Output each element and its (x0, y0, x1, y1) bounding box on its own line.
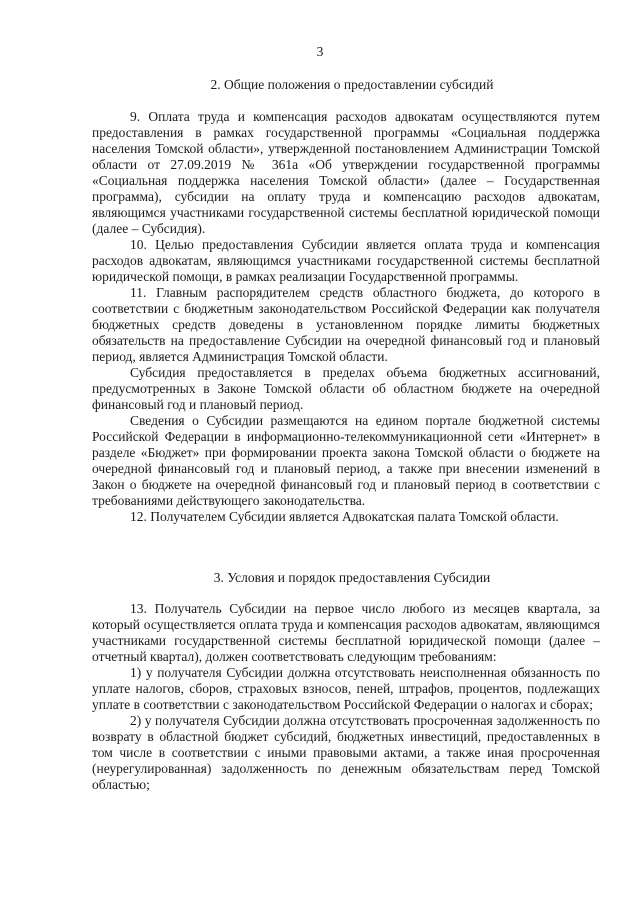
section-2-heading: 2. Общие положения о предоставлении субсидий (210, 77, 494, 92)
paragraph-portal-info: Сведения о Субсидии размещаются на едином портале бюджетной системы Российской Федерации в информационно-телекоммуникационной сети «Интернет» в разделе «Бюджет» при формировании проекта закона Томской области о бюджете на очередной финансовый год и плановый период, а также при внесении изменений в Закон о бюджете на очередной финансовый год и плановый период в соответствии с требованиями действующего законодательства. (92, 413, 600, 508)
section-2-body (92, 109, 600, 525)
requirement-2: 2) у получателя Субсидии должна отсутствовать просроченная задолженность по возврату в областной бюджет субсидий, бюджетных инвестиций, предоставленных в том числе в соответствии с иными правовыми актами, а также иная просроченная (неурегулированная) задолженность по денежным обязательствам перед Томской областью; (92, 713, 600, 792)
requirement-1: 1) у получателя Субсидии должна отсутствовать неисполненная обязанность по уплате налогов, сборов, страховых взносов, пеней, штрафов, процентов, подлежащих уплате в соответствии с законодательством Российской Федерации о налогах и сборах; (92, 665, 600, 712)
paragraph-10: 10. Целью предоставления Субсидии является оплата труда и компенсация расходов адвокатам, являющимся участниками государственной системы бесплатной юридической помощи, в рамках реализации Государственной программы. (92, 237, 600, 284)
paragraph-11: 11. Главным распорядителем средств областного бюджета, до которого в соответствии с бюджетным законодательством Российской Федерации как получателя бюджетных средств доведены в установленном порядке лимиты бюджетных обязательств на предоставление Субсидии на очередной финансовый год и плановый период, является Администрация Томской области. (92, 285, 600, 364)
paragraph-12: 12. Получателем Субсидии является Адвокатская палата Томской области. (130, 509, 559, 524)
section-3-heading: 3. Условия и порядок предоставления Субсидии (213, 570, 491, 585)
section-3-body (92, 601, 600, 793)
paragraph-budget-limits: Субсидия предоставляется в пределах объема бюджетных ассигнований, предусмотренных в Законе Томской области об областном бюджете на очередной финансовый год и плановый период. (92, 365, 600, 412)
page-number: 3 (316, 44, 324, 59)
paragraph-13: 13. Получатель Субсидии на первое число любого из месяцев квартала, за который осуществляется оплата труда и компенсация расходов адвокатам, являющимся участниками государственной системы бесплатной юридической помощи (далее – отчетный квартал), должен соответствовать следующим требованиям: (92, 601, 600, 664)
paragraph-9: 9. Оплата труда и компенсация расходов адвокатам осуществляются путем предоставления в рамках государственной программы «Социальная поддержка населения Томской области», утвержденной постановлением Администрации Томской области от 27.09.2019 № 361а «Об утверждении государственной программы «Социальная поддержка населения Томской области» (далее – Государственная программа), субсидии на оплату труда и компенсацию расходов адвокатам, являющимся участниками государственной системы бесплатной юридической помощи (далее – Субсидия). (92, 109, 600, 236)
